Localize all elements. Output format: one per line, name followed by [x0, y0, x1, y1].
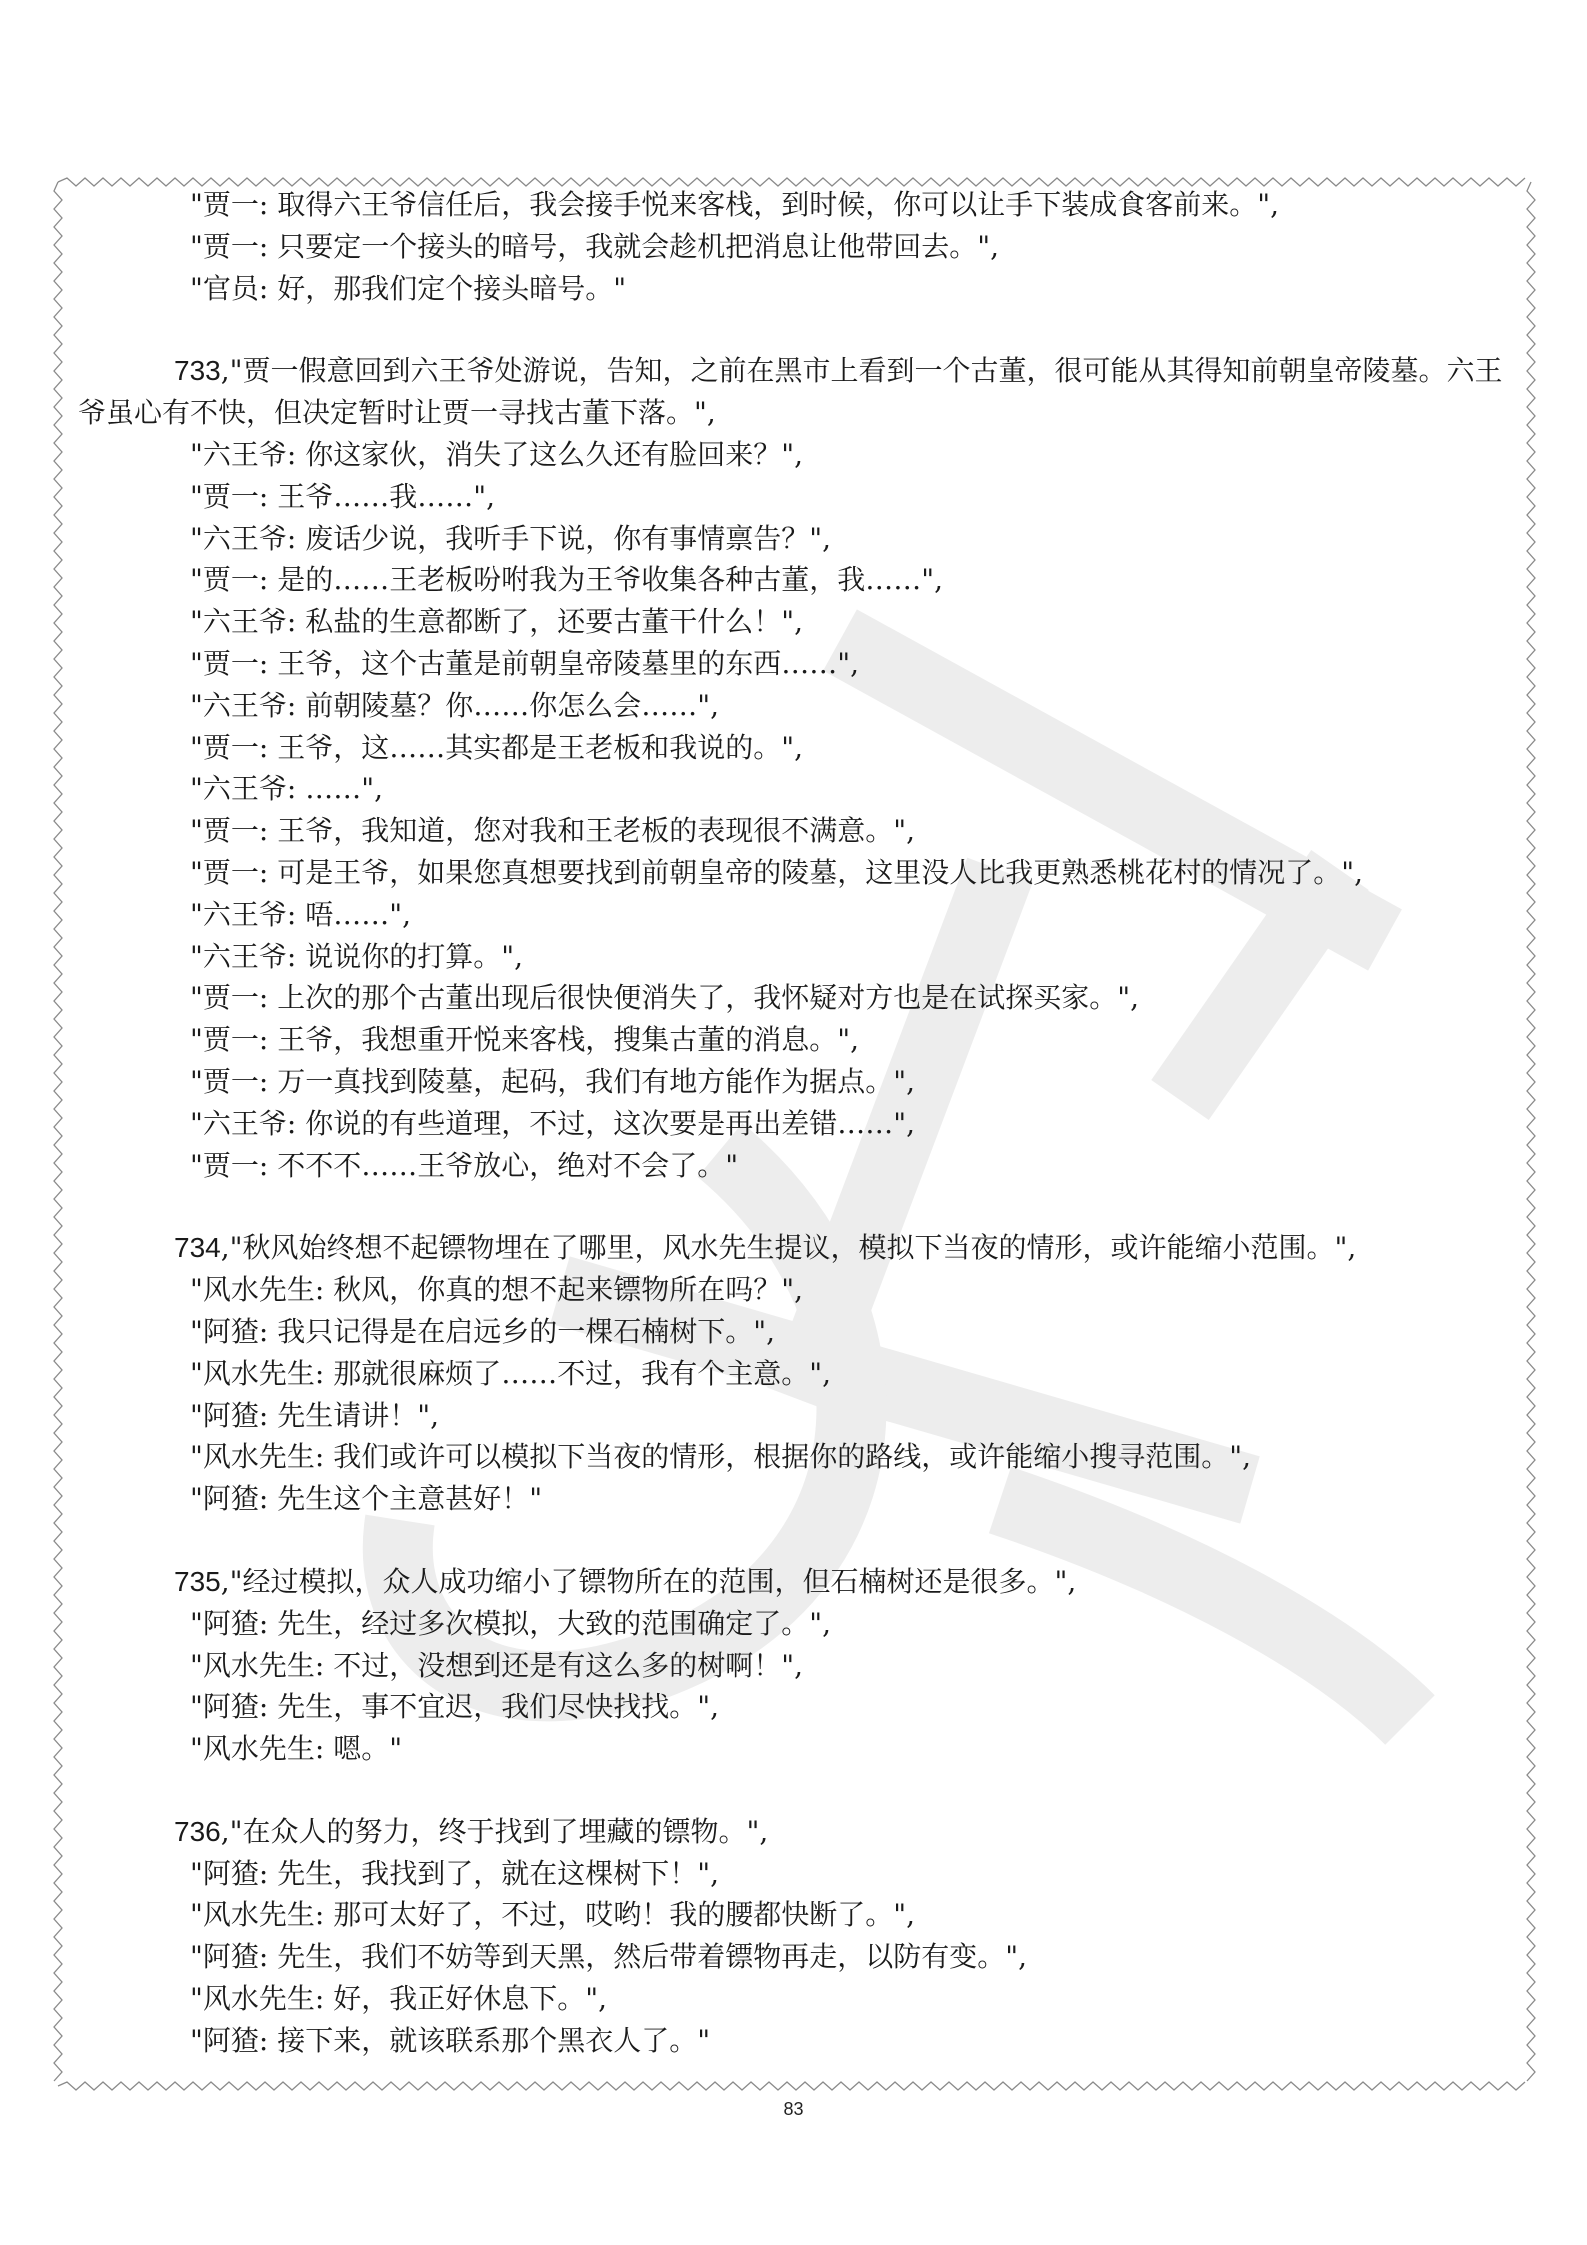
dialogue-line: "六王爷: ……", [190, 772, 383, 806]
dialogue-line: "阿猹: 先生，我找到了，就在这棵树下！", [190, 1856, 719, 1890]
dialogue-line: "贾一: 王爷，这……其实都是王老板和我说的。", [190, 730, 803, 764]
dialogue-line: "阿猹: 先生请讲！", [190, 1398, 439, 1432]
dialogue-line: "贾一: 王爷，我知道，您对我和王老板的表现很不满意。", [190, 814, 915, 848]
dialogue-group [78, 1811, 1518, 2062]
dialogue-group [78, 1561, 1518, 1770]
dialogue-line: "六王爷: 你说的有些道理，不过，这次要是再出差错……", [190, 1106, 915, 1140]
dialogue-line: "阿猹: 先生，事不宜迟，我们尽快找找。", [190, 1690, 719, 1724]
dialogue-line: "贾一: 只要定一个接头的暗号，我就会趁机把消息让他带回去。", [190, 229, 999, 263]
dialogue-line: "风水先生: 不过，没想到还是有这么多的树啊！", [190, 1648, 803, 1682]
scene-number: 734 [174, 1232, 221, 1264]
dialogue-group [78, 184, 1518, 309]
dialogue-content [78, 184, 1518, 2103]
dialogue-line: "阿猹: 我只记得是在启远乡的一棵石楠树下。", [190, 1314, 775, 1348]
scene-description: ,"秋风始终想不起镖物埋在了哪里，风水先生提议，模拟下当夜的情形，或许能缩小范围。", [220, 1231, 1357, 1265]
dialogue-line: "贾一: 万一真找到陵墓，起码，我们有地方能作为据点。", [190, 1064, 915, 1098]
dialogue-line: "六王爷: 说说你的打算。", [190, 939, 523, 973]
scene-number: 736 [174, 1815, 221, 1847]
scene-heading [78, 1227, 1518, 1269]
dialogue-line: "贾一: 是的……王老板吩咐我为王爷收集各种古董，我……", [190, 563, 943, 597]
scene-number: 735 [174, 1565, 221, 1597]
dialogue-line: "贾一: 王爷，这个古董是前朝皇帝陵墓里的东西……", [190, 646, 859, 680]
dialogue-line: "贾一: 王爷，我想重开悦来客栈，搜集古董的消息。", [190, 1023, 859, 1057]
dialogue-line: "阿猹: 先生，我们不妨等到天黑，然后带着镖物再走，以防有变。", [190, 1940, 1027, 1974]
dialogue-line: "风水先生: 好，我正好休息下。", [190, 1982, 607, 2016]
dialogue-line: "风水先生: 嗯。" [190, 1732, 403, 1766]
dialogue-line: "贾一: 上次的那个古董出现后很快便消失了，我怀疑对方也是在试探买家。", [190, 981, 1139, 1015]
dialogue-line: "风水先生: 那就很麻烦了……不过，我有个主意。", [190, 1356, 831, 1390]
scene-description: ,"贾一假意回到六王爷处游说，告知，之前在黑市上看到一个古董，很可能从其得知前朝皇帝陵墓。六王爷虽心有不快，但决定暂时让贾一寻找古董下落。", [78, 354, 1503, 430]
scene-heading [78, 1561, 1518, 1603]
scene-description: ,"在众人的努力，终于找到了埋藏的镖物。", [220, 1814, 769, 1848]
dialogue-line: "六王爷: 私盐的生意都断了，还要古董干什么！", [190, 605, 803, 639]
dialogue-line: "风水先生: 秋风，你真的想不起来镖物所在吗？", [190, 1273, 803, 1307]
dialogue-line: "六王爷: 废话少说，我听手下说，你有事情禀告？", [190, 521, 831, 555]
scene-number: 733 [174, 355, 221, 387]
dialogue-line: "六王爷: 唔……", [190, 897, 411, 931]
dialogue-line: "阿猹: 接下来，就该联系那个黑衣人了。" [190, 2023, 711, 2057]
dialogue-line: "官员: 好，那我们定个接头暗号。" [190, 271, 627, 305]
dialogue-line: "贾一: 王爷……我……", [190, 479, 495, 513]
dialogue-line: "阿猹: 先生这个主意甚好！" [190, 1482, 543, 1516]
scene-heading [78, 350, 1518, 434]
page-number: 83 [783, 2099, 804, 2119]
dialogue-line: "贾一: 不不不……王爷放心，绝对不会了。" [190, 1148, 739, 1182]
dialogue-group [78, 350, 1518, 1186]
dialogue-line: "风水先生: 我们或许可以模拟下当夜的情形，根据你的路线，或许能缩小搜寻范围。", [190, 1440, 1251, 1474]
dialogue-line: "贾一: 可是王爷，如果您真想要找到前朝皇帝的陵墓，这里没人比我更熟悉桃花村的情况了。", [190, 855, 1363, 889]
dialogue-line: "风水先生: 那可太好了，不过，哎哟！我的腰都快断了。", [190, 1898, 915, 1932]
scene-description: ,"经过模拟，众人成功缩小了镖物所在的范围，但石楠树还是很多。", [220, 1564, 1077, 1598]
dialogue-line: "阿猹: 先生，经过多次模拟，大致的范围确定了。", [190, 1606, 831, 1640]
dialogue-line: "六王爷: 前朝陵墓？你……你怎么会……", [190, 688, 719, 722]
dialogue-line: "六王爷: 你这家伙，消失了这么久还有脸回来？", [190, 437, 803, 471]
scene-heading [78, 1811, 1518, 1853]
dialogue-line: "贾一: 取得六王爷信任后，我会接手悦来客栈，到时候，你可以让手下装成食客前来。", [190, 188, 1279, 221]
dialogue-group [78, 1227, 1518, 1520]
